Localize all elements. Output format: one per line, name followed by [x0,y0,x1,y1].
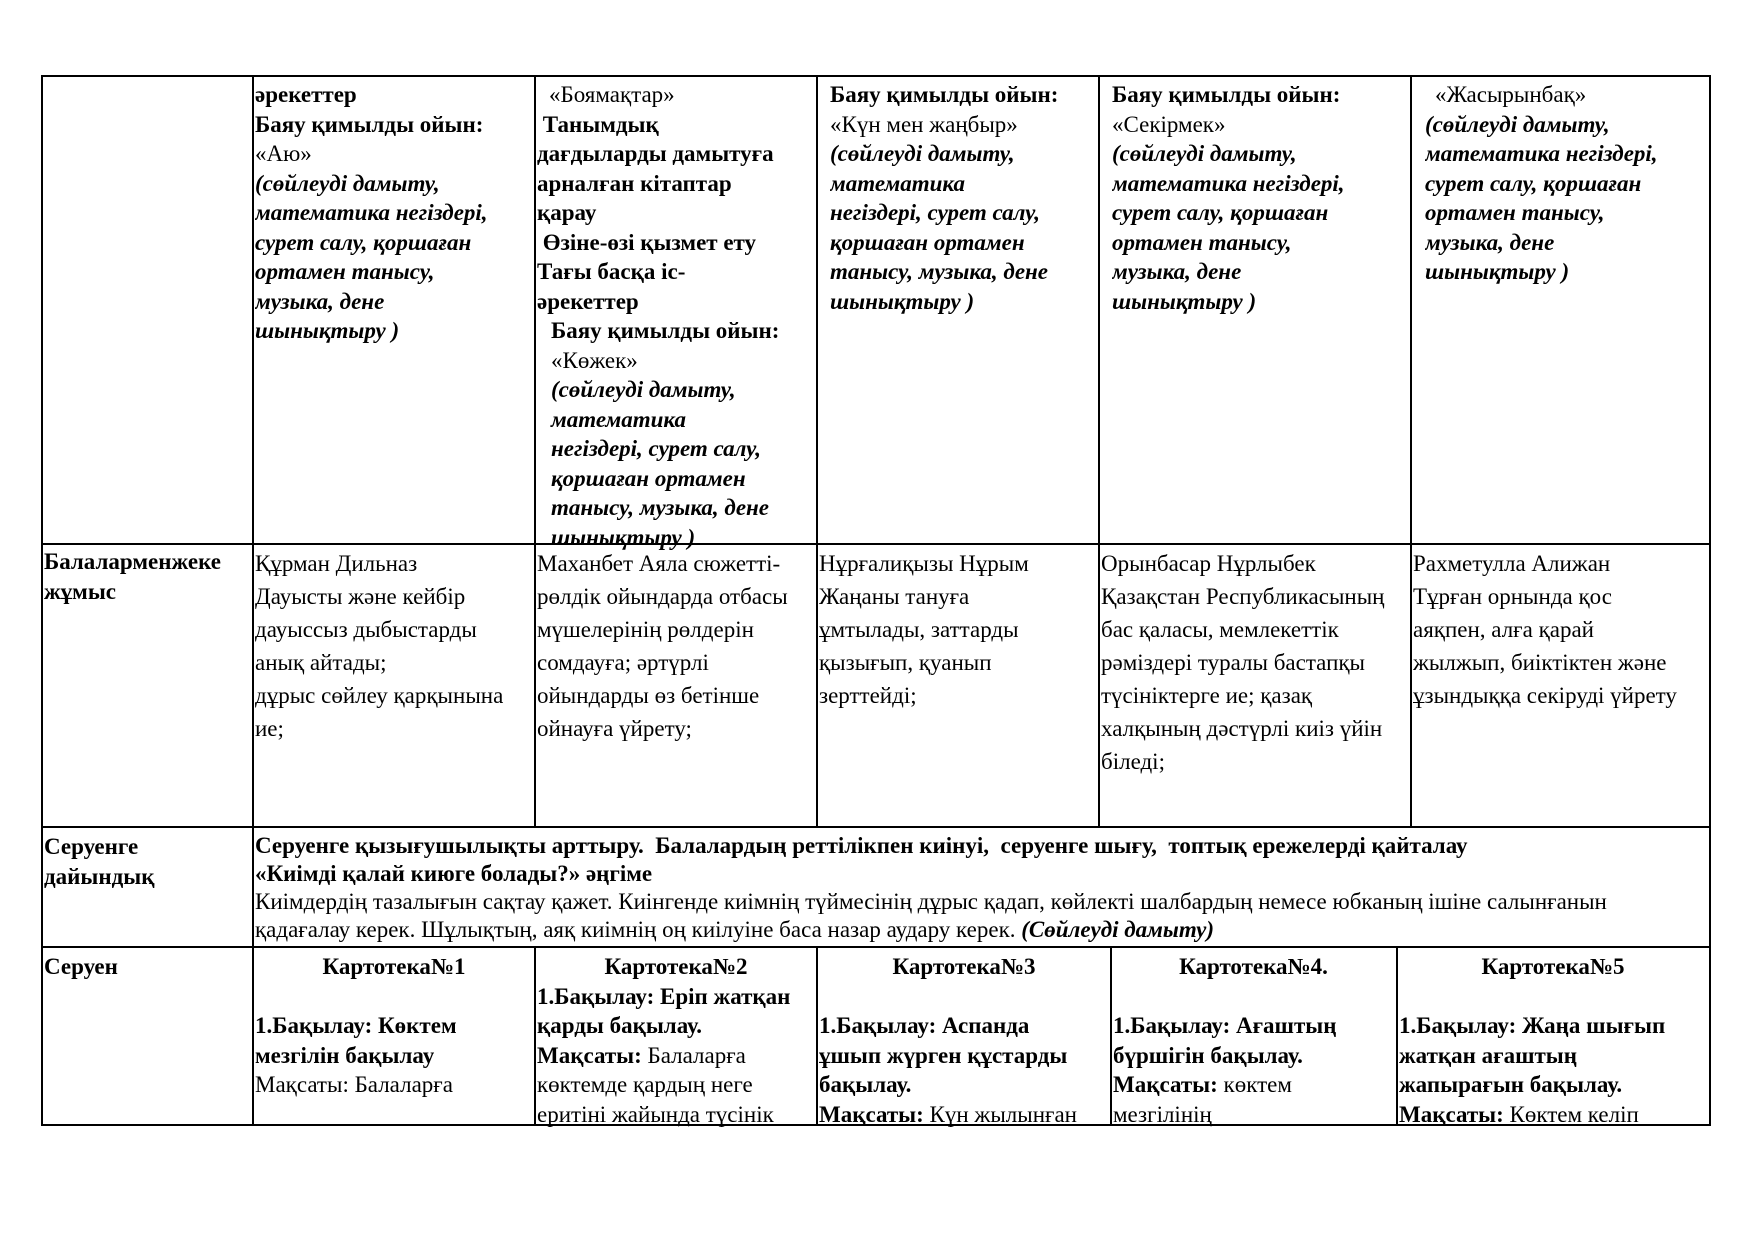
row-divider-1 [41,543,1711,545]
row4-cell-4 [1113,952,1394,1129]
row2-cell-1 [255,547,533,745]
section-title: Серуенге қызығушылықты арттыру. Балалардың реттілікпен киінуі, серуенге шығу, топтық ережелерді қайталау [255,833,1468,858]
row4-cell-2 [537,952,815,1129]
goal-label: Мақсаты: [819,1101,924,1127]
col-divider-b4 [1110,946,1112,1126]
row-label-part: жұмыс [44,578,117,604]
italic-line: танысу, музыка, дене [830,259,1049,284]
goal-label: Мақсаты: [1399,1101,1504,1127]
italic-line: шынықтыру ) [551,524,696,550]
bold-line: дағдыларды дамытуға [537,141,774,166]
game-name: «Секірмек» [1112,111,1226,137]
table-left-border [41,75,43,1126]
observation-line: мезгілін бақылау [255,1042,435,1068]
text-line: Жаңаны тануға [819,584,970,609]
card-title: Картотека№5 [1481,954,1625,979]
row4-cell-5 [1399,952,1707,1129]
italic-line: (сөйлеуді дамыту, [1425,111,1610,137]
game-name: «Көжек» [551,347,638,373]
row-divider-3 [41,946,1711,948]
col-divider-5 [1410,75,1412,827]
text-line: аяқпен, алға қарай [1413,617,1594,642]
italic-line: музыка, дене [1112,259,1242,284]
col-divider-4 [1098,75,1100,827]
italic-line: қоршаған ортамен [551,465,746,491]
text-line: әрекеттер [255,82,357,107]
italic-line: (сөйлеуді дамыту, [830,141,1015,166]
text-line: Дауысты және кейбір [255,584,466,609]
text-line: дауыссыз дыбыстарды [255,617,477,642]
goal-label: Мақсаты: [1113,1072,1218,1097]
row1-cell-5 [1425,80,1707,287]
italic-line: математика негіздері, [1112,170,1345,196]
italic-line: ортамен танысу, [255,259,435,284]
observation-line: 1.Бақылау: Еріп жатқан [537,983,791,1009]
observation-line: 1.Бақылау: Көктем [255,1013,457,1038]
table-right-border [1709,75,1711,1126]
italic-line: танысу, музыка, дене [551,495,770,520]
italic-line: қоршаған ортамен [830,229,1025,255]
row4-label [44,952,250,982]
text-line: ие; [255,716,284,741]
observation-line: 1.Бақылау: Аспанда [819,1013,1030,1038]
row4-cell-1 [255,952,533,1100]
bold-line: Тағы басқа іс- [537,259,686,284]
bold-line: Танымдық [537,111,659,137]
table-top-border [41,75,1711,77]
bold-line: арналған кітаптар [537,170,732,196]
game-label: Баяу қимылды ойын: [551,318,780,343]
italic-line: математика негіздері, [1425,141,1658,166]
text-line: рәміздері туралы бастапқы [1101,650,1366,675]
text-line: жылжып, биіктіктен және [1413,650,1667,675]
col-divider-3 [816,75,818,827]
row-divider-2 [41,826,1711,828]
section-subtitle: «Киімді қалай киюге болады?» әңгіме [255,861,653,886]
child-name: Нұрғалиқызы Нұрым [819,551,1029,576]
italic-line: сурет салу, қоршаған [255,229,472,255]
game-name: «Жасырынбақ» [1435,82,1587,107]
child-name: Орынбасар Нұрлыбек [1101,551,1316,576]
subject-tag: (Сөйлеуді дамыту) [1021,917,1215,942]
italic-line: математика негіздері, [255,200,488,225]
text-line: бас қаласы, мемлекеттік [1101,617,1339,642]
bold-line: қарау [537,200,597,225]
text-line: мезгілінің [1113,1101,1212,1127]
text-line: мүшелерінің рөлдерін [537,617,754,642]
row2-label [44,547,250,606]
row1-cell-4 [1112,80,1408,316]
italic-line: (сөйлеуді дамыту, [255,170,440,196]
italic-line: шынықтыру ) [1425,259,1570,284]
row2-cell-2 [537,547,815,745]
col-divider-b2 [534,946,536,1126]
row-label-part: дайындық [44,863,155,889]
text-line: сомдауға; әртүрлі [537,650,709,675]
row2-cell-5 [1413,547,1708,712]
text-line: біледі; [1101,749,1165,774]
text-line: дұрыс сөйлеу қарқынына [255,683,504,708]
row-label: Серуен [44,954,118,979]
text-line: ойнауға үйрету; [537,716,692,741]
text-line: халқының дәстүрлі киіз үйін [1101,716,1383,741]
text-line: Киімдердің тазалығын сақтау қажет. Киінгенде киімнің түймесінің дұрыс қадап, көйлекті шалбардың немесе юбканың ішіне салынғанын [255,889,1607,914]
card-title: Картотека№4. [1179,954,1328,979]
game-name: «Күн мен жаңбыр» [830,111,1018,137]
text-line: ұмтылады, заттарды [819,617,1019,642]
italic-line: сурет салу, қоршаған [1112,200,1329,225]
italic-line: (сөйлеуді дамыту, [551,377,736,402]
text-line: зерттейді; [819,683,917,708]
text-line: Тұрған орнында қос [1413,584,1612,609]
game-label: Баяу қимылды ойын: [830,82,1059,107]
col-divider-b5 [1396,946,1398,1126]
italic-line: математика [830,170,966,196]
text-line: түсініктерге ие; қазақ [1101,683,1313,708]
text-line: анық айтады; [255,650,387,675]
goal-text: Күн жылынған [923,1101,1077,1127]
observation-line: қарды бақылау. [537,1013,702,1038]
row1-cell-2 [537,80,813,552]
game-label: Баяу қимылды ойын: [255,111,484,137]
observation-line: 1.Бақылау: Жаңа шығып [1399,1013,1666,1038]
row1-cell-3 [830,80,1096,316]
goal-label: Мақсаты: [537,1042,642,1068]
row1-cell-1 [255,80,531,346]
observation-line: бүршігін бақылау. [1113,1042,1303,1068]
text-line: ойындарды өз бетінше [537,683,760,708]
game-name: «Аю» [255,141,312,166]
bold-line: әрекеттер [537,288,639,314]
goal-text: Балаларға [641,1042,746,1068]
game-label: Баяу қимылды ойын: [1112,82,1341,107]
text-line: ұзындыққа секіруді үйрету [1413,683,1677,708]
goal-text: Мақсаты: Балаларға [255,1072,453,1097]
italic-line: (сөйлеуді дамыту, [1112,141,1297,166]
card-title: Картотека№1 [322,954,466,979]
observation-line: жапырағын бақылау. [1399,1072,1623,1097]
observation-line: бақылау. [819,1072,912,1097]
italic-line: шынықтыру ) [255,318,400,343]
text-line: қызығып, қуанып [819,650,992,675]
italic-line: математика [551,406,687,432]
child-name: Рахметулла Алижан [1413,551,1611,576]
observation-line: 1.Бақылау: Ағаштың [1113,1013,1337,1038]
row2-cell-3 [819,547,1097,712]
italic-line: ортамен танысу, [1112,229,1292,255]
text-line: қадағалау керек. Шұлықтың, аяқ киімнің оң киілуіне баса назар аудару керек. [255,917,1022,942]
text-line: рөлдік ойындарда отбасы [537,584,788,609]
observation-line: жатқан ағаштың [1399,1042,1578,1068]
italic-line: шынықтыру ) [1112,288,1257,314]
col-divider-b3 [816,946,818,1126]
goal-text: көктем [1217,1072,1292,1097]
italic-line: музыка, дене [1425,229,1555,255]
italic-line: сурет салу, қоршаған [1425,170,1642,196]
row4-cell-3 [819,952,1109,1129]
italic-line: негіздері, сурет салу, [830,200,1040,225]
italic-line: музыка, дене [255,288,385,314]
goal-text: Көктем келіп [1503,1101,1639,1127]
row-label-part: Серуенге [44,834,139,859]
row3-content [255,832,1708,944]
row3-label [44,832,250,891]
child-name: Маханбет Аяла сюжетті- [537,551,781,576]
text-line: көктемде қардың неге [537,1072,753,1097]
child-name: Құрман Дильназ [255,551,418,576]
text-line: еритіні жайында түсінік [537,1101,774,1127]
card-title: Картотека№2 [604,954,748,979]
row-label-part: жеке [171,549,221,574]
italic-line: шынықтыру ) [830,288,975,314]
italic-line: негіздері, сурет салу, [551,436,761,461]
row2-cell-4 [1101,547,1410,778]
italic-line: ортамен танысу, [1425,200,1605,225]
card-title: Картотека№3 [892,954,1036,979]
col-divider-2 [534,75,536,827]
bold-line: Өзіне-өзі қызмет ету [537,229,757,255]
text-line: Қазақстан Республикасының [1101,584,1385,609]
activity-name: «Боямақтар» [549,82,675,107]
observation-line: ұшып жүрген құстарды [819,1042,1068,1068]
col-divider-label [252,75,254,1126]
row-label-part: Балалармен [44,549,172,574]
